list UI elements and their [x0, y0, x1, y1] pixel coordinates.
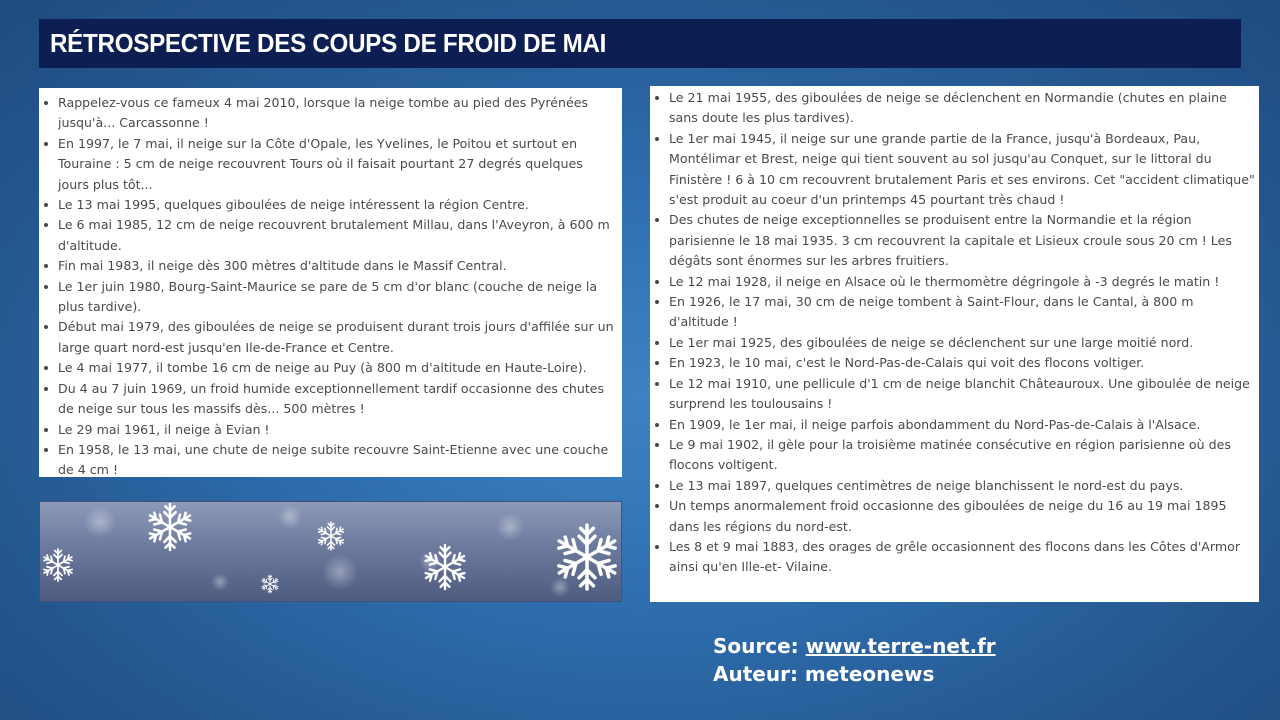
list-item: Le 13 mai 1897, quelques centimètres de neige blanchissent le nord-est du pays. [650, 476, 1255, 496]
list-item: Fin mai 1983, il neige dès 300 mètres d'altitude dans le Massif Central. [39, 256, 616, 276]
snowflake-icon [42, 549, 74, 581]
list-item: En 1997, le 7 mai, il neige sur la Côte d'Opale, les Yvelines, le Poitou et surtout en Touraine : 5 cm de neige recouvrent Tours où il faisait pourtant 27 degrés quelques jours plus tôt... [39, 134, 616, 195]
list-item: Le 12 mai 1928, il neige en Alsace où le thermomètre dégringole à -3 degrés le matin ! [650, 272, 1255, 292]
list-item: Le 1er juin 1980, Bourg-Saint-Maurice se pare de 5 cm d'or blanc (couche de neige la plus tardive). [39, 277, 616, 318]
snowflake-icon [317, 522, 345, 550]
list-item: En 1909, le 1er mai, il neige parfois abondamment du Nord-Pas-de-Calais à l'Alsace. [650, 415, 1255, 435]
list-item: Un temps anormalement froid occasionne des giboulées de neige du 16 au 19 mai 1895 dans les régions du nord-est. [650, 496, 1255, 537]
left-event-list [39, 93, 616, 477]
right-text-panel [650, 86, 1259, 602]
page-title: RÉTROSPECTIVE DES COUPS DE FROID DE MAI [50, 28, 607, 58]
list-item: En 1923, le 10 mai, c'est le Nord-Pas-de-Calais qui voit des flocons voltiger. [650, 353, 1255, 373]
list-item: Le 9 mai 1902, il gèle pour la troisième matinée consécutive en région parisienne où des flocons voltigent. [650, 435, 1255, 476]
source-line [713, 632, 996, 660]
list-item: Le 1er mai 1925, des giboulées de neige se déclenchent sur une large moitié nord. [650, 333, 1255, 353]
list-item: Début mai 1979, des giboulées de neige se produisent durant trois jours d'affilée sur un large quart nord-est jusqu'en Ile-de-France et Centre. [39, 317, 616, 358]
list-item: Le 4 mai 1977, il tombe 16 cm de neige au Puy (à 800 m d'altitude en Haute-Loire). [39, 358, 616, 378]
list-item: Le 13 mai 1995, quelques giboulées de neige intéressent la région Centre. [39, 195, 616, 215]
source-label: Source: [713, 634, 806, 658]
list-item: Les 8 et 9 mai 1883, des orages de grêle occasionnent des flocons dans les Côtes d'Armor ainsi qu'en Ille-et- Vilaine. [650, 537, 1255, 578]
source-link[interactable]: www.terre-net.fr [805, 634, 996, 658]
list-item: Le 12 mai 1910, une pellicule d'1 cm de neige blanchit Châteauroux. Une giboulée de neige surprend les toulousains ! [650, 374, 1255, 415]
source-block [713, 632, 996, 688]
snowflake-icon [261, 575, 279, 593]
list-item: Le 29 mai 1961, il neige à Evian ! [39, 420, 616, 440]
list-item: Le 6 mai 1985, 12 cm de neige recouvrent brutalement Millau, dans l'Aveyron, à 600 m d'altitude. [39, 215, 616, 256]
list-item: Le 1er mai 1945, il neige sur une grande partie de la France, jusqu'à Bordeaux, Pau, Montélimar et Brest, neige qui tient souvent au sol jusqu'au Conquet, sur le littoral du Finistère ! 6 à 10 cm recouvrent brutalement Paris et ses environs. Cet "accident climatique" s'est produit au coeur d'un printemps 45 pourtant très chaud ! [650, 129, 1255, 211]
author-line: Auteur: meteonews [713, 662, 935, 686]
snowflake-icon [147, 504, 193, 550]
right-event-list [650, 88, 1255, 578]
title-bar [39, 19, 1241, 68]
list-item: Du 4 au 7 juin 1969, un froid humide exceptionnellement tardif occasionne des chutes de neige sur tous les massifs dès... 500 mètres ! [39, 379, 616, 420]
snowflake-scene [40, 502, 622, 602]
left-text-panel [39, 88, 622, 477]
list-item: En 1926, le 17 mai, 30 cm de neige tombent à Saint-Flour, dans le Cantal, à 800 m d'altitude ! [650, 292, 1255, 333]
list-item: En 1958, le 13 mai, une chute de neige subite recouvre Saint-Etienne avec une couche de 4 cm ! [39, 440, 616, 477]
snow-banner-image [39, 501, 622, 602]
list-item: Des chutes de neige exceptionnelles se produisent entre la Normandie et la région parisienne le 18 mai 1935. 3 cm recouvrent la capitale et Lisieux croule sous 20 cm ! Les dégâts sont énormes sur les arbres fruitiers. [650, 210, 1255, 271]
list-item: Rappelez-vous ce fameux 4 mai 2010, lorsque la neige tombe au pied des Pyrénées jusqu'à... Carcassonne ! [39, 93, 616, 134]
list-item: Le 21 mai 1955, des giboulées de neige se déclenchent en Normandie (chutes en plaine sans doute les plus tardives). [650, 88, 1255, 129]
